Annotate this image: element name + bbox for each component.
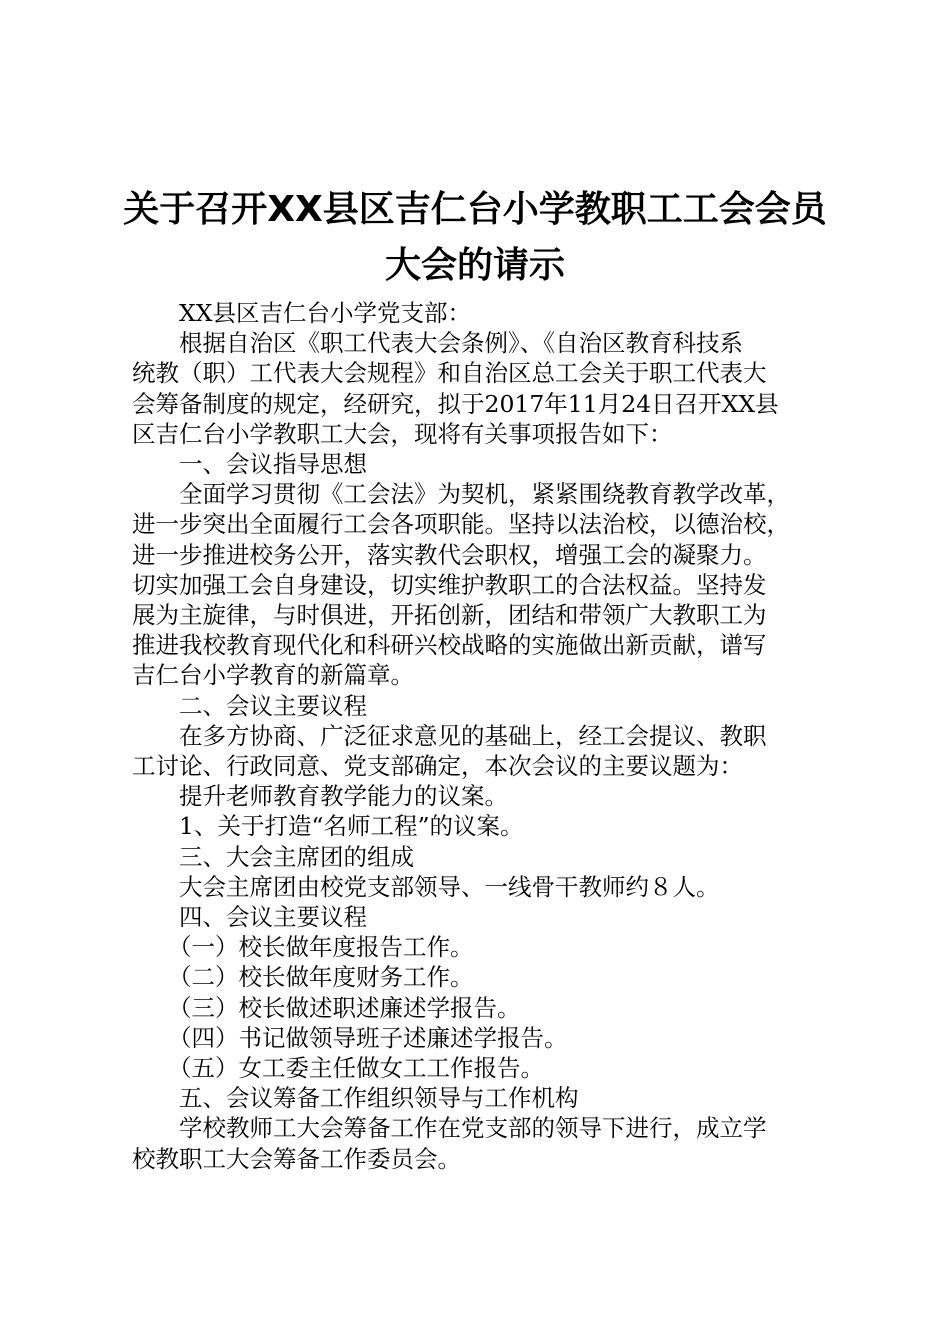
section2-line: 工讨论、行政同意、党支部确定，本次会议的主要议题为： — [132, 752, 743, 781]
section-heading-3: 三、大会主席团的组成 — [179, 842, 414, 871]
section2-line: 在多方协商、广泛征求意见的基础上，经工会提议、教职 — [179, 721, 767, 750]
section-heading-1: 一、会议指导思想 — [179, 450, 367, 479]
document-title-line-2: 大会的请示 — [384, 245, 565, 286]
intro-line: 统教（职）工代表大会规程》和自治区总工会关于职工代表大 — [132, 359, 767, 388]
intro-line: 区吉仁台小学教职工大会，现将有关事项报告如下： — [132, 419, 673, 448]
section2-item: 1、关于打造“名师工程”的议案。 — [179, 812, 524, 841]
section4-item: （二）校长做年度财务工作。 — [168, 963, 474, 992]
intro-line: 根据自治区《职工代表大会条例》、《自治区教育科技系 — [179, 329, 743, 358]
section1-line: 全面学习贯彻《工会法》为契机，紧紧围绕教育教学改革， — [179, 480, 790, 509]
section1-line: 展为主旋律，与时俱进，开拓创新，团结和带领广大教职工为 — [132, 601, 767, 630]
document-title-line-1: 关于召开XX县区吉仁台小学教职工工会会员 — [123, 189, 827, 230]
section1-line: 切实加强工会自身建设，切实维护教职工的合法权益。坚持发 — [132, 570, 767, 599]
section3-text: 大会主席团由校党支部领导、一线骨干教师约８人。 — [179, 872, 720, 901]
salutation: XX县区吉仁台小学党支部： — [179, 299, 471, 327]
section-heading-5: 五、会议筹备工作组织领导与工作机构 — [179, 1084, 579, 1113]
section5-line: 学校教师工大会筹备工作在党支部的领导下进行，成立学 — [179, 1114, 767, 1143]
intro-line: 会筹备制度的规定，经研究，拟于2017年11月24日召开XX县 — [132, 389, 779, 418]
section1-line: 推进我校教育现代化和科研兴校战略的实施做出新贡献，谱写 — [132, 631, 767, 660]
section4-item: （一）校长做年度报告工作。 — [168, 933, 474, 962]
section-heading-2: 二、会议主要议程 — [179, 691, 367, 720]
document-body — [132, 298, 832, 1174]
section4-item: （四）书记做领导班子述廉述学报告。 — [168, 1023, 568, 1052]
section1-line: 吉仁台小学教育的新篇章。 — [132, 661, 414, 690]
section1-line: 进一步突出全面履行工会各项职能。坚持以法治校，以德治校， — [132, 510, 790, 539]
section4-item: （五）女工委主任做女工工作报告。 — [168, 1054, 544, 1083]
section2-item: 提升老师教育教学能力的议案。 — [179, 782, 508, 811]
section1-line: 进一步推进校务公开，落实教代会职权，增强工会的凝聚力。 — [132, 540, 767, 569]
section-heading-4: 四、会议主要议程 — [179, 903, 367, 932]
section5-line: 校教职工大会筹备工作委员会。 — [132, 1144, 461, 1173]
section4-item: （三）校长做述职述廉述学报告。 — [168, 993, 521, 1022]
